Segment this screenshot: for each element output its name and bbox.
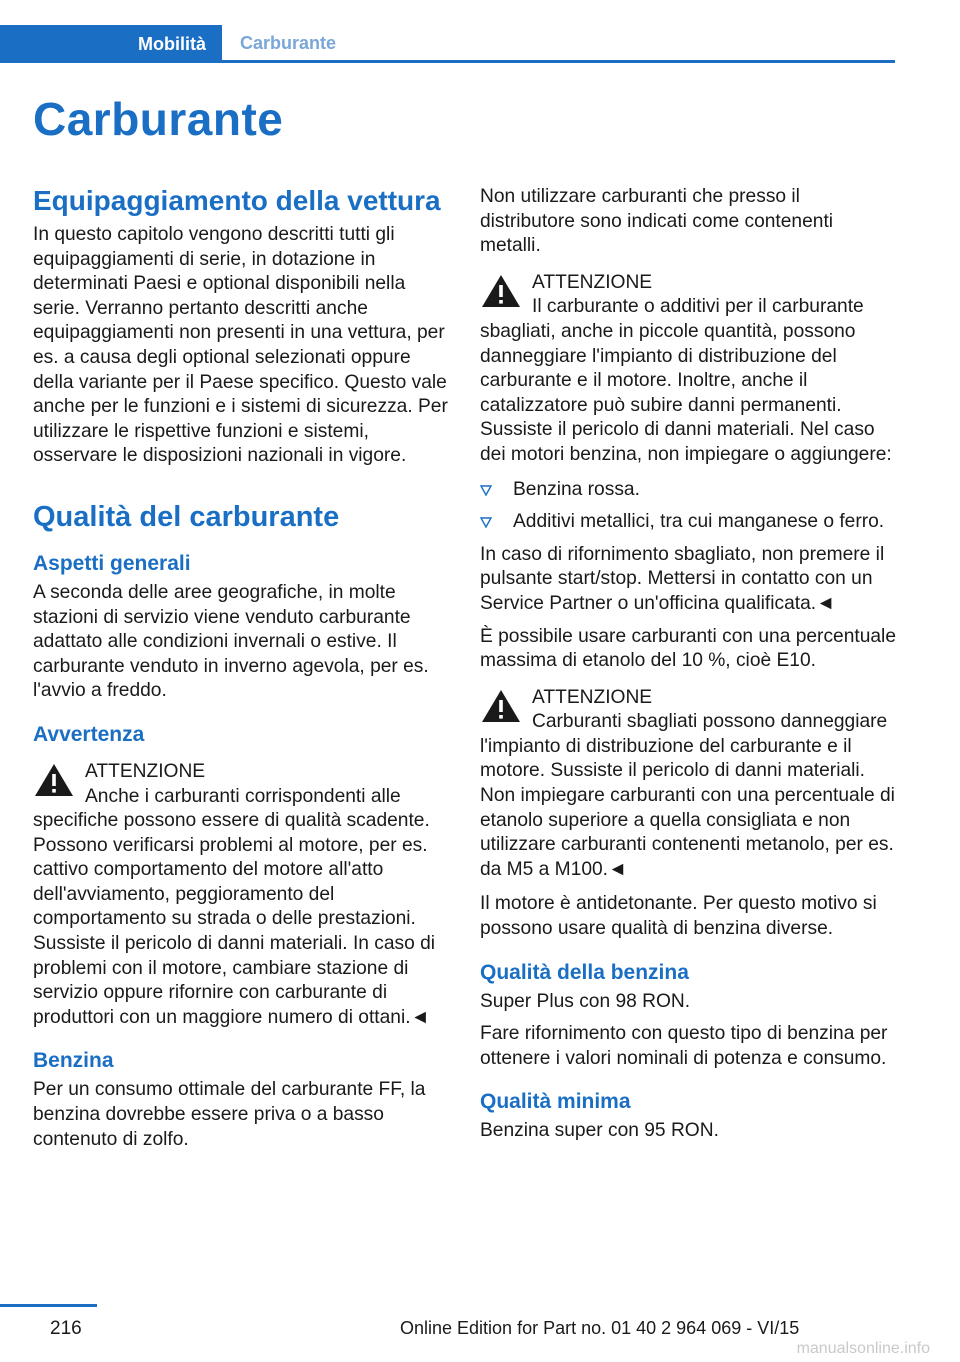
petrol-quality-line2: Fare rifornimento con questo tipo di benzina per ottenere i valori nominali di potenza e consumo.: [480, 1023, 888, 1069]
left-column: [33, 185, 449, 1160]
edition-note: Online Edition for Part no. 01 40 2 964 069 - VI/15: [400, 1318, 800, 1338]
triangle-bullet-icon: [480, 517, 492, 528]
petrol-heading: Benzina: [33, 1049, 114, 1073]
warning-text: Il carburante o additivi per il carburante sbagliati, anche in piccole quantità, possono danneggiare l'impianto di distribuzione del carburante e il motore. Inoltre, anche il catalizzatore può subire danni permanenti. Sussiste il pericolo di danni materiali. Nel caso dei motori benzina, non impiegare o aggiungere:: [480, 296, 892, 465]
warning-label: ATTENZIONE: [532, 686, 653, 708]
minimum-quality-heading: Qualità minima: [480, 1090, 631, 1114]
warning-triangle-icon: [480, 688, 522, 724]
warning-text: Anche i carburanti corrispondenti alle specifiche possono essere di qualità scadente. Possono verificarsi problemi al motore, per es. cattivo comportamento del motore all'atto dell'avviamento, peggioramento del comportamento su strada o delle prestazioni. Sussiste il pericolo di danni materiali. In caso di problemi con il motore, cambiare stazione di servizio oppure rifornire con carburante di produttori con un maggiore numero di ottani.◄: [33, 785, 436, 1028]
metals-paragraph: Non utilizzare carburanti che presso il distributore sono indicati come contenenti metalli.: [480, 186, 834, 257]
list-item-text: Benzina rossa.: [513, 478, 640, 500]
petrol-quality-heading: Qualità della benzina: [480, 960, 689, 984]
ethanol-paragraph: È possibile usare carburanti con una percentuale massima di etanolo del 10 %, cioè E10.: [480, 625, 896, 672]
notice-heading: Avvertenza: [33, 722, 145, 746]
petrol-quality-line1: Super Plus con 98 RON.: [480, 990, 691, 1012]
triangle-bullet-icon: [480, 485, 492, 496]
list-item-text: Additivi metallici, tra cui manganese o ferro.: [513, 511, 885, 533]
list-item: [480, 510, 896, 535]
general-aspects-paragraph: A seconda delle aree geografiche, in molte stazioni di servizio viene venduto carburante adattato alle condizioni invernali o estive. Il carburante venduto in inverno agevola, per es. l'avvio a freddo.: [33, 581, 429, 702]
header-rule: [0, 60, 895, 63]
fuel-quality-heading: Qualità del carburante: [33, 500, 340, 533]
list-item: [480, 478, 896, 503]
refuel-error-paragraph: In caso di rifornimento sbagliato, non premere il pulsante start/stop. Mettersi in contatto con un Service Partner o un'officina qualificata.◄: [480, 543, 885, 614]
right-column: [480, 185, 896, 1152]
watermark: manualsonline.info: [796, 1340, 930, 1357]
warning-label: ATTENZIONE: [85, 760, 206, 782]
petrol-paragraph: Per un consumo ottimale del carburante FF, la benzina dovrebbe essere priva o a basso contenuto di zolfo.: [33, 1079, 426, 1150]
warning-label: ATTENZIONE: [532, 271, 653, 293]
minimum-quality-paragraph: Benzina super con 95 RON.: [480, 1120, 719, 1142]
page-number: 216: [50, 1318, 82, 1339]
warning-block: [480, 271, 896, 468]
header-tabbar: [0, 25, 895, 63]
equipment-paragraph: In questo capitolo vengono descritti tutti gli equipaggiamenti di serie, in dotazione in determinati Paesi e optional disponibili nella serie. Verranno pertanto descritti anche equipaggiamenti non presenti in una vettura, per es. a causa degli optional selezionati oppure della variante per il Paese specifico. Questo vale anche per le funzioni e i sistemi di sicurezza. Per utilizzare le rispettive funzioni e sistemi, osservare le disposizioni nazionali in vigore.: [33, 224, 448, 467]
warning-block: [33, 760, 449, 1031]
antiknock-paragraph: Il motore è antidetonante. Per questo motivo si possono usare qualità di benzina diverse.: [480, 893, 877, 940]
tab-carburante[interactable]: Carburante: [240, 33, 337, 53]
general-aspects-heading: Aspetti generali: [33, 551, 191, 575]
prohibited-additives-list: [480, 478, 896, 535]
warning-triangle-icon: [480, 273, 522, 309]
warning-block: [480, 686, 896, 883]
warning-triangle-icon: [33, 762, 75, 798]
page-title: Carburante: [33, 93, 284, 145]
warning-text: Carburanti sbagliati possono danneggiare l'impianto di distribuzione del carburante e il motore. Sussiste il pericolo di danni materiali. Non impiegare carburanti con una percentuale di etanolo superiore a quella consigliata e non utilizzare carburanti contenenti metanolo, per es. da M5 a M100.◄: [480, 711, 895, 880]
tab-mobilita[interactable]: Mobilità: [0, 25, 222, 63]
footer-rule: [0, 1304, 97, 1307]
equipment-heading: Equipaggiamento della vettura: [33, 185, 441, 216]
